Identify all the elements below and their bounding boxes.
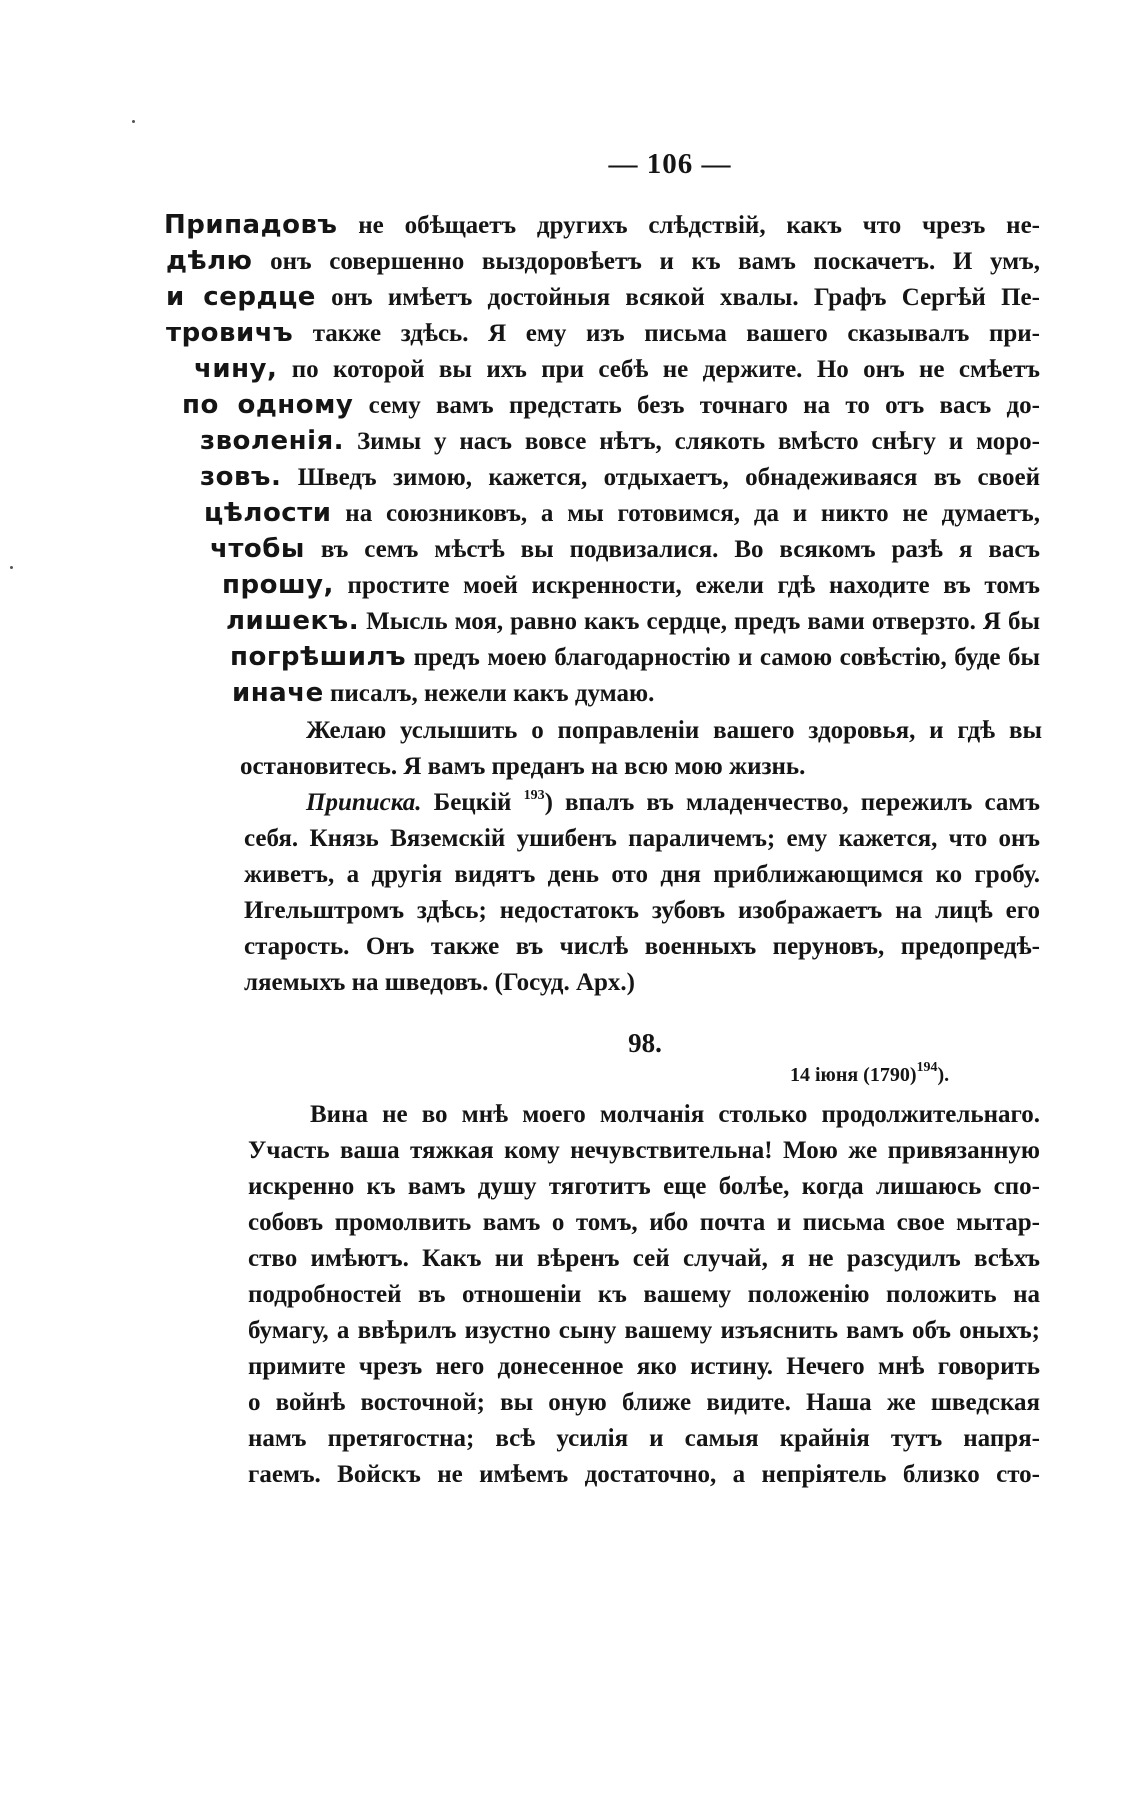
text-line: бумагу, а ввѣрилъ изустно сыну вашему изъяснить вамъ объ оныхъ;	[248, 1317, 1040, 1344]
note-ref: 193	[523, 787, 545, 803]
text-line: тровичъ также здѣсь. Я ему изъ письма вашего сказывалъ при-	[166, 318, 1040, 348]
text-line: себя. Князь Вяземскій ушибенъ параличемъ; ему кажется, что онъ	[244, 825, 1040, 852]
text-line: цѣлости на союзниковъ, а мы готовимся, да и никто не думаетъ,	[204, 498, 1040, 528]
text-line: Припадовъ не обѣщаетъ другихъ слѣдствій, какъ что чрезъ не-	[164, 210, 1040, 240]
text-line: Участь ваша тяжкая кому нечувствительна! Мою же привязанную	[248, 1137, 1040, 1164]
note-ref: 194	[916, 1060, 938, 1076]
text-line: намъ претягостна; всѣ усилія и самыя крайнія тутъ напря-	[248, 1425, 1040, 1452]
text-line: гаемъ. Войскъ не имѣемъ достаточно, а непріятель близко сто-	[248, 1461, 1040, 1488]
text-line: чтобы въ семъ мѣстѣ вы подвизалися. Во всякомъ разѣ я васъ	[210, 534, 1040, 564]
text-line: подробностей въ отношеніи къ вашему положенію положить на	[248, 1281, 1040, 1308]
text-line: Желаю услышить о поправленіи вашего здоровья, и гдѣ вы	[306, 717, 1042, 744]
text-line: зовъ. Шведъ зимою, кажется, отдыхаетъ, обнадеживаяся въ своей	[200, 462, 1040, 492]
text-line: чину, по которой вы ихъ при себѣ не держите. Но онъ не смѣетъ	[194, 354, 1040, 384]
text-line: Вина не во мнѣ моего молчанія столько продолжительнаго.	[310, 1101, 1040, 1128]
text-line: остановитесь. Я вамъ преданъ на всю мою жизнь.	[240, 753, 806, 780]
text-line: искренно къ вамъ душу тяготитъ еще болѣе, когда лишаюсь спо-	[248, 1173, 1040, 1200]
text-line: ляемыхъ на шведовъ. (Госуд. Арх.)	[244, 969, 635, 996]
text-line: примите чрезъ него донесенное яко истину. Нечего мнѣ говорить	[248, 1353, 1040, 1380]
page-number: — 106 —	[608, 148, 732, 180]
text-line: иначе писалъ, нежели какъ думаю.	[232, 678, 655, 708]
letter-date: 14 іюня $(1790)^{194}$).	[790, 1060, 950, 1086]
text-line: старость. Онъ также въ числѣ военныхъ перуновъ, предопредѣ-	[244, 933, 1040, 960]
text-line: прошу, простите моей искренности, ежели гдѣ находите въ томъ	[222, 570, 1040, 600]
scan-speck	[132, 120, 135, 123]
letter-number: 98.	[628, 1028, 662, 1058]
text-line: живетъ, а другія видятъ день ото дня приближающимся ко гробу.	[244, 861, 1040, 888]
text-line: о войнѣ восточной; вы оную ближе видите. Наша же шведская	[248, 1389, 1040, 1416]
text-line: Приписка. Бецкій $^{193}$) впалъ въ младенчество, пережилъ самъ	[306, 787, 1040, 816]
text-line: лишекъ. Мысль моя, равно какъ сердце, предъ вами отверзто. Я бы	[226, 606, 1040, 636]
scan-speck	[10, 566, 13, 569]
text-line: по одному сему вамъ предстать безъ точнаго на то отъ васъ до-	[182, 390, 1040, 420]
text-line: и сердце онъ имѣетъ достойныя всякой хвалы. Графъ Сергѣй Пе-	[166, 282, 1040, 312]
text-line: собовъ промолвить вамъ о томъ, ибо почта и письма свое мытар-	[248, 1209, 1040, 1236]
postscript-label: Приписка.	[306, 789, 422, 816]
text-line: ство имѣютъ. Какъ ни вѣренъ сей случай, я не разсудилъ всѣхъ	[248, 1245, 1040, 1272]
text-line: Игельштромъ здѣсь; недостатокъ зубовъ изображаетъ на лицѣ его	[244, 897, 1040, 924]
text-line: дѣлю онъ совершенно выздоровѣетъ и къ вамъ поскачетъ. И умъ,	[166, 246, 1040, 276]
text-line: зволенія. Зимы у насъ вовсе нѣтъ, слякоть вмѣсто снѣгу и моро-	[200, 426, 1040, 456]
text-line: погрѣшилъ предъ моею благодарностію и самою совѣстію, буде бы	[230, 642, 1040, 672]
